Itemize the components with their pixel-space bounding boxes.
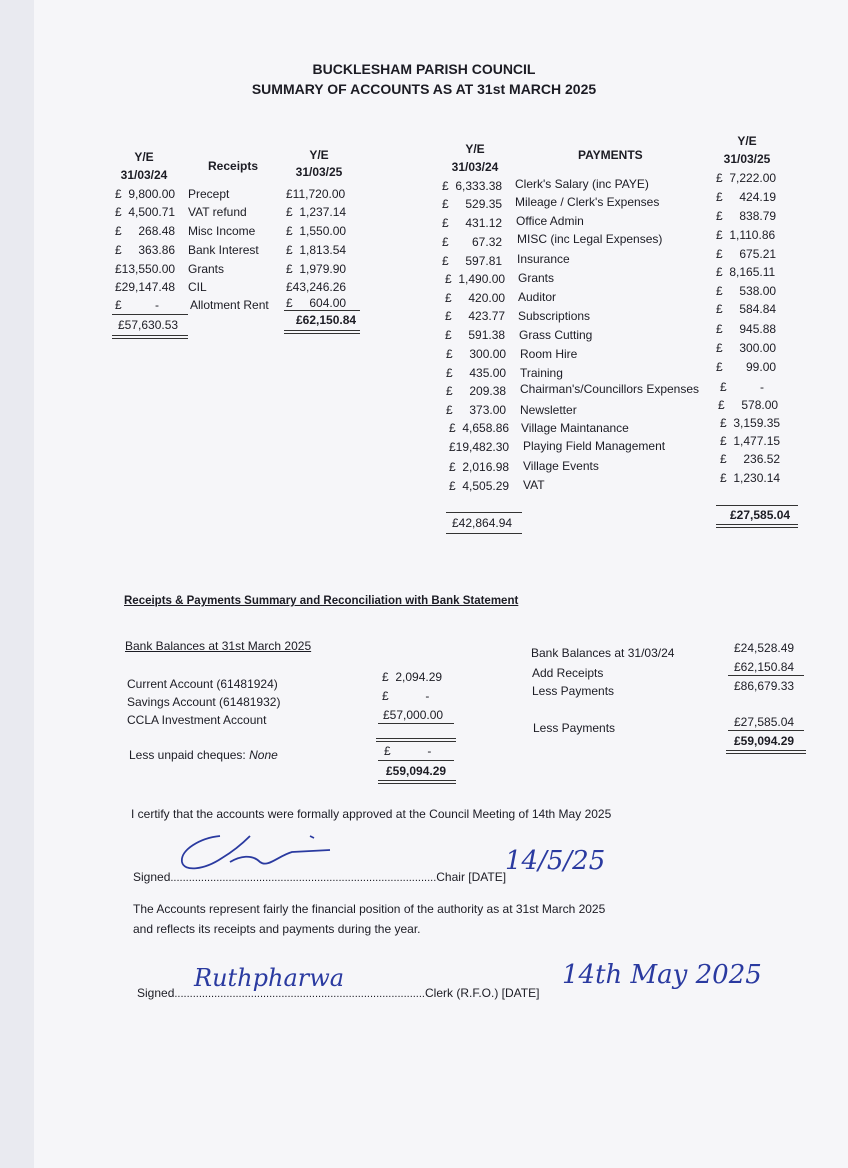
payments-header: PAYMENTS [578,148,643,162]
payment-label: MISC (inc Legal Expenses) [517,232,663,246]
payment-prev: £ 420.00 [445,291,506,305]
chair-signed-label: Signed [133,870,171,884]
payment-curr: £ 1,230.14 [720,471,781,485]
payment-prev: £ 300.00 [446,347,507,361]
payments-prev-header-date: 31/03/24 [451,160,499,174]
payment-label: Subscriptions [518,309,591,323]
payment-prev: £ 67.32 [442,235,503,249]
receipts-curr-rule [284,310,360,311]
payment-label: Newsletter [520,403,577,417]
account-value: £ - [382,689,430,703]
bank-total: £59,094.29 [386,764,447,778]
receipts-prev-header-ye: Y/E [134,150,154,164]
payments-curr-header-ye: Y/E [737,134,757,148]
receipt-prev: £ 4,500.71 [115,205,176,219]
receipt-prev: £29,147.48 [115,280,176,294]
payment-prev: £ 591.38 [445,328,506,342]
receipt-curr: £ 1,979.90 [286,262,347,276]
clerk-signature-dots: .................................................................................. [174,988,425,1000]
payment-label: Village Maintanance [521,421,629,435]
payment-curr: £ 236.52 [720,452,781,466]
receipt-prev: £ - [115,298,160,312]
payment-curr: £ 578.00 [718,398,779,412]
receipt-curr: £ 1,237.14 [286,205,347,219]
unpaid-value: None [249,748,278,762]
receipt-curr: £11,720.00 [286,187,346,201]
unpaid-amount: £ - [384,744,432,758]
payment-label: Insurance [517,252,570,266]
payment-curr: £ 424.19 [716,190,777,204]
payments-curr-double-rule [716,524,798,528]
chair-handwritten-date: 14/5/25 [505,846,606,876]
payment-curr: £ 538.00 [716,284,777,298]
receipt-label: CIL [188,280,207,294]
recon-total-double-rule [726,750,806,754]
receipt-curr: £ 1,550.00 [286,224,347,238]
receipts-prev-header-date: 31/03/24 [120,168,168,182]
receipt-curr: £ 1,813.54 [286,243,347,257]
payment-prev: £ 4,505.29 [449,479,510,493]
fair-text-2: and reflects its receipts and payments during the year. [133,922,421,936]
receipts-prev-rule [112,314,188,315]
payment-prev: £ 4,658.86 [449,421,510,435]
accounts-title: SUMMARY OF ACCOUNTS AS AT 31st MARCH 2025 [251,81,597,97]
payments-total-curr: £27,585.04 [730,508,791,522]
receipts-curr-header-date: 31/03/25 [295,165,343,179]
recon-label: Less Payments [533,721,616,735]
receipt-label: Misc Income [188,224,256,238]
recon-rule-1 [728,675,804,676]
clerk-handwritten-signature: Ruthpharwa [194,964,345,992]
receipts-total-curr: £62,150.84 [296,313,357,327]
receipts-curr-header-ye: Y/E [309,148,329,162]
payment-label: VAT [523,478,545,492]
accounts-rule [378,723,454,724]
bank-total-double-rule [378,780,456,784]
receipt-label: Allotment Rent [190,298,269,312]
payment-curr: £ 8,165.11 [716,265,776,279]
payment-curr: £ 3,159.35 [720,416,781,430]
payment-curr: £ 584.84 [716,302,777,316]
bank-balances-heading: Bank Balances at 31st March 2025 [125,639,312,653]
account-label: CCLA Investment Account [127,713,267,727]
payment-prev: £ 423.77 [445,309,506,323]
receipts-total-prev: £57,630.53 [118,318,179,332]
payment-label: Mileage / Clerk's Expenses [515,195,660,209]
payment-curr: £ 945.88 [716,322,777,336]
payment-curr: £ 675.21 [716,247,777,261]
accounts-double-rule [376,738,456,742]
clerk-role-label: Clerk (R.F.O.) [DATE] [424,986,540,1000]
chair-role-label: Chair [DATE] [436,870,507,884]
payment-label: Training [520,366,563,380]
receipts-header: Receipts [208,159,259,173]
receipt-label: VAT refund [188,205,247,219]
payments-prev-header-ye: Y/E [465,142,485,156]
unpaid-label: Less unpaid cheques: [129,748,246,762]
payment-curr: £ - [720,380,765,394]
payment-curr: £ 99.00 [716,360,777,374]
receipts-prev-double-rule [112,335,188,339]
payment-curr: £ 838.79 [716,209,777,223]
receipt-label: Grants [188,262,225,276]
payment-label: Grants [518,271,555,285]
payment-curr: £ 1,110.86 [716,228,776,242]
receipt-prev: £ 268.48 [115,224,176,238]
payment-prev: £ 597.81 [442,254,503,268]
payment-label: Village Events [523,459,599,473]
unpaid-cheques [129,748,278,762]
payment-prev: £ 2,016.98 [449,460,510,474]
receipt-label: Precept [188,187,230,201]
payments-curr-rule [716,505,798,506]
payments-total-prev: £42,864.94 [452,516,513,530]
recon-label: Less Payments [532,684,615,698]
recon-value: £62,150.84 [734,660,795,674]
account-value: £57,000.00 [383,708,444,722]
clerk-handwritten-date: 14th May 2025 [562,960,762,990]
chair-signature-dots: ....................................................................................... [170,872,437,884]
recon-value: £86,679.33 [734,679,795,693]
payment-label: Grass Cutting [519,328,593,342]
payment-prev: £ 1,490.00 [445,272,506,286]
account-value: £ 2,094.29 [382,670,443,684]
receipt-curr: £43,246.26 [286,280,347,294]
receipt-prev: £ 363.86 [115,243,176,257]
certify-text: I certify that the accounts were formally approved at the Council Meeting of 14th May 2025 [131,807,612,821]
unpaid-rule [378,760,454,761]
summary-heading: Receipts & Payments Summary and Reconciliation with Bank Statement [124,595,519,607]
payments-prev-rule [446,512,522,513]
payment-prev: £ 6,333.38 [442,179,503,193]
account-label: Savings Account (61481932) [127,695,281,709]
payments-prev-underline [446,533,522,534]
recon-label: Add Receipts [532,666,604,680]
receipt-prev: £ 9,800.00 [115,187,176,201]
fair-text-1: The Accounts represent fairly the financial position of the authority as at 31st March 2025 [133,902,606,916]
recon-total: £59,094.29 [734,734,795,748]
chair-signature [160,826,360,882]
receipts-curr-double-rule [284,330,360,334]
payment-curr: £ 7,222.00 [716,171,777,185]
recon-label: Bank Balances at 31/03/24 [531,646,675,660]
payment-label: Auditor [518,290,557,304]
payment-label: Office Admin [516,214,584,228]
payment-prev: £19,482.30 [449,440,510,454]
payment-prev: £ 209.38 [446,384,507,398]
payment-prev: £ 435.00 [446,366,507,380]
recon-value: £24,528.49 [734,641,795,655]
council-title: BUCKLESHAM PARISH COUNCIL [312,61,536,77]
receipt-prev: £13,550.00 [115,262,176,276]
payment-prev: £ 431.12 [442,216,503,230]
payment-label: Chairman's/Councillors Expenses [520,382,700,396]
payment-label: Room Hire [520,347,578,361]
recon-value: £27,585.04 [734,715,795,729]
payment-prev: £ 373.00 [446,403,507,417]
receipt-curr: £ 604.00 [286,296,347,310]
receipt-label: Bank Interest [188,243,259,257]
payments-curr-header-date: 31/03/25 [723,152,771,166]
payment-prev: £ 529.35 [442,197,503,211]
payment-curr: £ 300.00 [716,341,777,355]
clerk-signed-label: Signed [137,986,175,1000]
account-label: Current Account (61481924) [127,677,278,691]
payment-label: Clerk's Salary (inc PAYE) [515,177,649,191]
payment-label: Playing Field Management [523,439,666,453]
payment-curr: £ 1,477.15 [720,434,781,448]
recon-rule-2 [728,730,804,731]
